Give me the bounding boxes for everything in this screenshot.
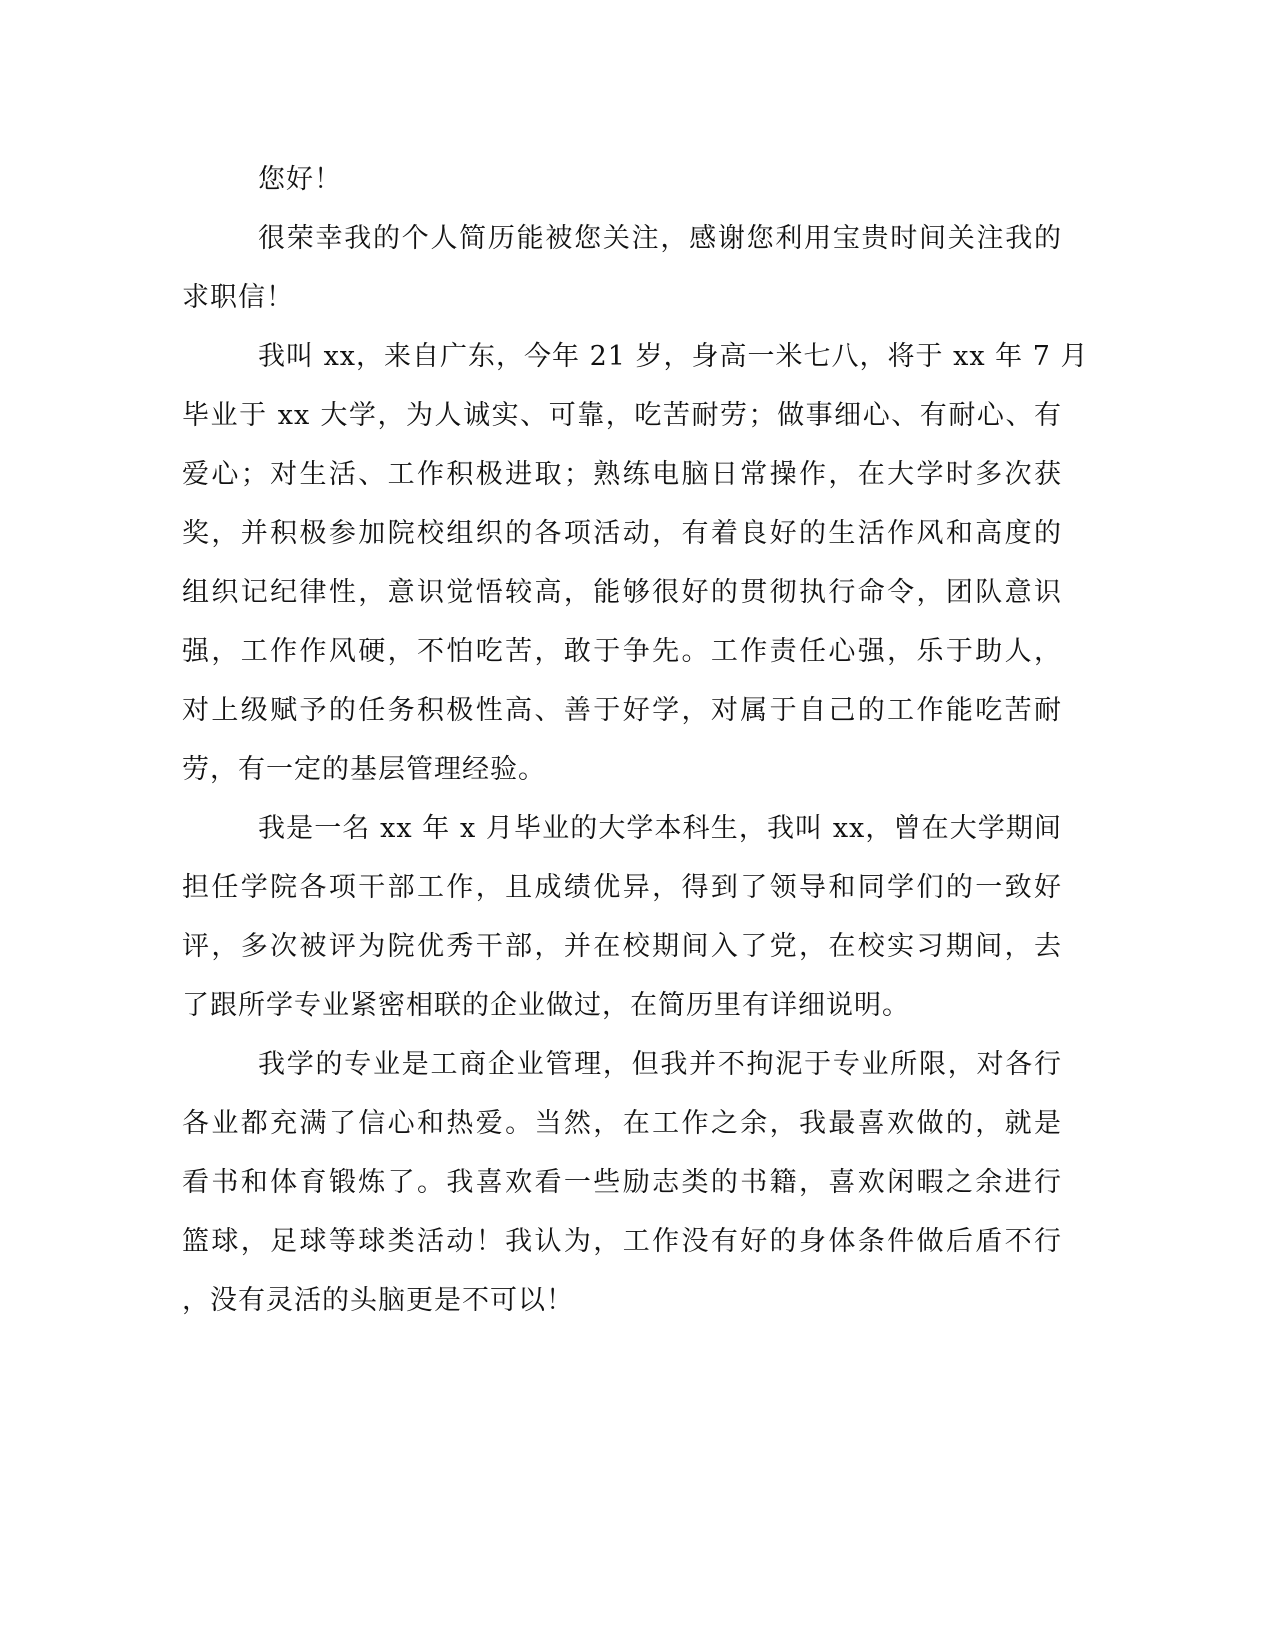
paragraph-2-line-5: 组织记纪律性，意识觉悟较高，能够很好的贯彻执行命令，团队意识: [182, 577, 1062, 608]
paragraph-2-line-8: 劳，有一定的基层管理经验。: [182, 754, 546, 785]
paragraph-3-line-1: 我是一名 xx 年 x 月毕业的大学本科生，我叫 xx，曾在大学期间: [258, 813, 1062, 844]
paragraph-3-line-4: 了跟所学专业紧密相联的企业做过，在简历里有详细说明。: [182, 990, 910, 1021]
paragraph-3-line-3: 评，多次被评为院优秀干部，并在校期间入了党，在校实习期间，去: [182, 931, 1062, 962]
paragraph-2-line-1: 我叫 xx，来自广东，今年 21 岁，身高一米七八，将于 xx 年 7 月: [258, 341, 1089, 372]
paragraph-2-line-6: 强，工作作风硬，不怕吃苦，敢于争先。工作责任心强，乐于助人，: [182, 636, 1062, 667]
paragraph-2-line-4: 奖，并积极参加院校组织的各项活动，有着良好的生活作风和高度的: [182, 518, 1062, 549]
paragraph-4-line-2: 各业都充满了信心和热爱。当然，在工作之余，我最喜欢做的，就是: [182, 1108, 1062, 1139]
paragraph-4-line-3: 看书和体育锻炼了。我喜欢看一些励志类的书籍，喜欢闲暇之余进行: [182, 1167, 1062, 1198]
paragraph-4-line-1: 我学的专业是工商企业管理，但我并不拘泥于专业所限，对各行: [258, 1049, 1062, 1080]
paragraph-1-line-1: 很荣幸我的个人简历能被您关注，感谢您利用宝贵时间关注我的: [258, 223, 1062, 254]
paragraph-2-line-7: 对上级赋予的任务积极性高、善于好学，对属于自己的工作能吃苦耐: [182, 695, 1062, 726]
paragraph-2-line-2: 毕业于 xx 大学，为人诚实、可靠，吃苦耐劳；做事细心、有耐心、有: [182, 400, 1062, 431]
paragraph-1-line-2: 求职信！: [182, 282, 294, 313]
paragraph-4-line-5: ，没有灵活的头脑更是不可以！: [182, 1285, 574, 1316]
paragraph-3-line-2: 担任学院各项干部工作，且成绩优异，得到了领导和同学们的一致好: [182, 872, 1062, 903]
paragraph-4-line-4: 篮球，足球等球类活动！我认为，工作没有好的身体条件做后盾不行: [182, 1226, 1062, 1257]
paragraph-2-line-3: 爱心；对生活、工作积极进取；熟练电脑日常操作，在大学时多次获: [182, 459, 1062, 490]
greeting: 您好！: [258, 164, 342, 195]
